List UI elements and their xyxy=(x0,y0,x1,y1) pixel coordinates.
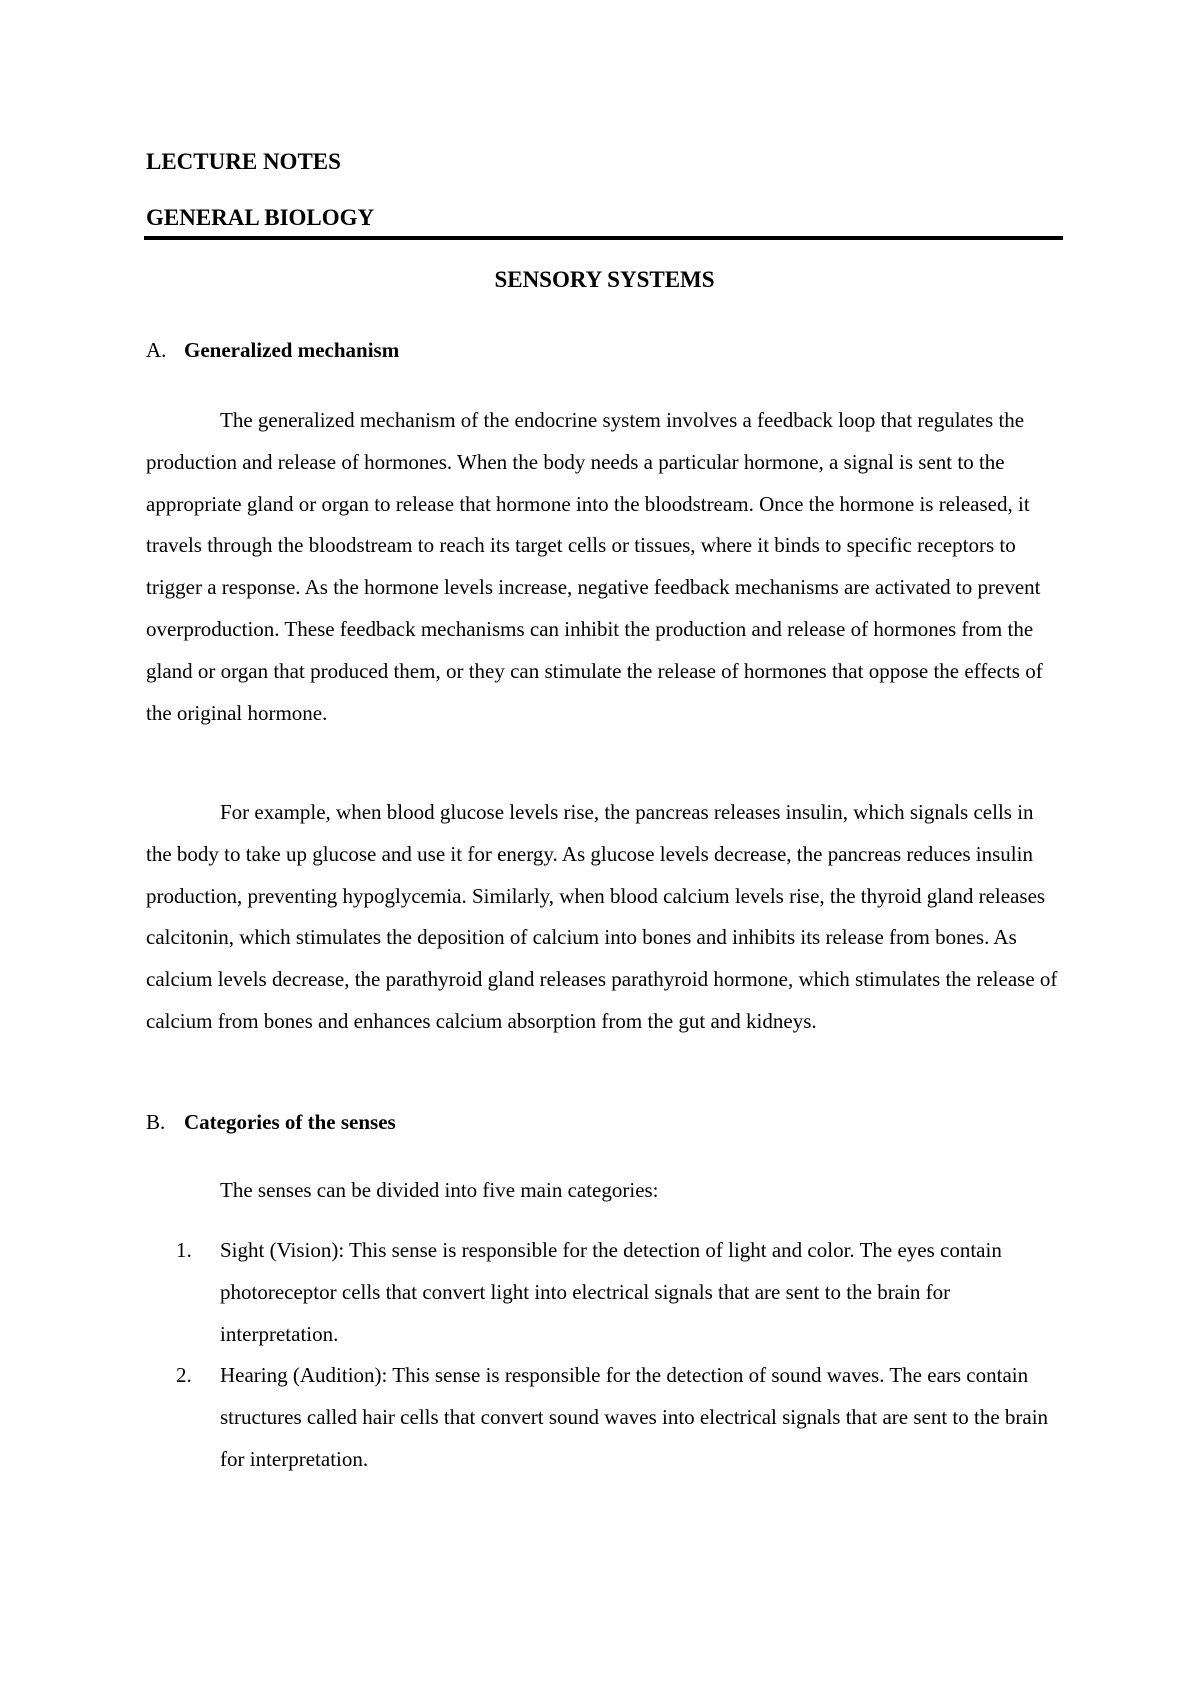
list-item-number: 1. xyxy=(176,1238,192,1262)
section-a-paragraph-2: For example, when blood glucose levels rise, the pancreas releases insulin, which signals cells in the body to take up glucose and use it for energy. As glucose levels decrease, the pancreas reduces insulin production, preventing hypoglycemia. Similarly, when blood calcium levels rise, the thyroid gland releases calcitonin, which stimulates the deposition of calcium into bones and inhibits its release from bones. As calcium levels decrease, the parathyroid gland releases parathyroid hormone, which stimulates the release of calcium from bones and enhances calcium absorption from the gut and kidneys. xyxy=(146,800,1058,1033)
section-b-title: Categories of the senses xyxy=(184,1110,396,1134)
document-title: SENSORY SYSTEMS xyxy=(494,267,715,292)
header-course-name: GENERAL BIOLOGY xyxy=(146,205,375,230)
list-item xyxy=(146,1355,1064,1480)
section-a-heading xyxy=(146,336,399,364)
section-a-paragraph-1: The generalized mechanism of the endocrine system involves a feedback loop that regulates the production and release of hormones. When the body needs a particular hormone, a signal is sent to the appropriate gland or organ to release that hormone into the bloodstream. Once the hormone is released, it travels through the bloodstream to reach its target cells or tissues, where it binds to specific receptors to trigger a response. As the hormone levels increase, negative feedback mechanisms are activated to prevent overproduction. These feedback mechanisms can inhibit the production and release of hormones from the gland or organ that produced them, or they can stimulate the release of hormones that oppose the effects of the original hormone. xyxy=(146,408,1043,725)
section-b-heading xyxy=(146,1108,396,1136)
section-a-title: Generalized mechanism xyxy=(184,338,400,362)
section-b-intro: The senses can be divided into five main categories: xyxy=(220,1178,659,1202)
section-a-letter: A. xyxy=(146,338,167,362)
list-item-text: Sight (Vision): This sense is responsible for the detection of light and color. The eyes contain photoreceptor cells that convert light into electrical signals that are sent to the brain for interpretation. xyxy=(220,1238,1002,1346)
list-item-text: Hearing (Audition): This sense is responsible for the detection of sound waves. The ears contain structures called hair cells that convert sound waves into electrical signals that are sent to the brain for interpretation. xyxy=(220,1363,1049,1471)
list-item-number: 2. xyxy=(176,1363,192,1388)
header-lecture-notes: LECTURE NOTES xyxy=(146,149,341,174)
list-item xyxy=(146,1230,1064,1355)
header-divider xyxy=(144,236,1063,240)
section-b-letter: B. xyxy=(146,1110,166,1134)
senses-list xyxy=(146,1230,1064,1481)
